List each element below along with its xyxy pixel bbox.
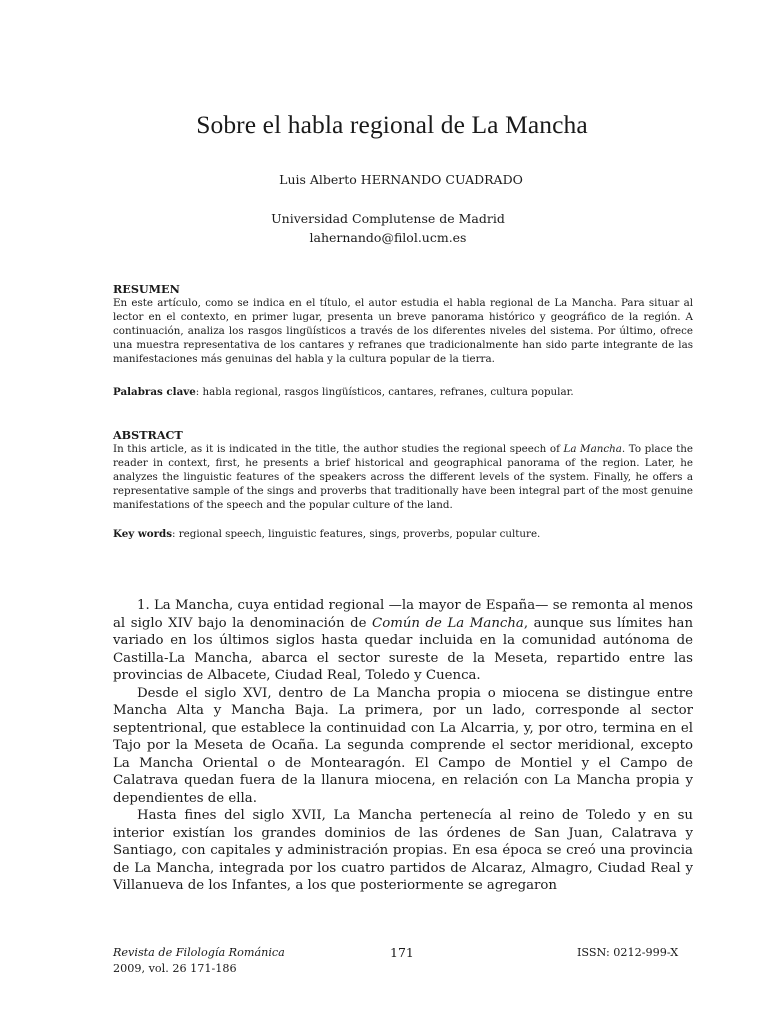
journal-name: Revista de Filología Románica — [113, 946, 285, 959]
author-name: Luis Alberto HERNANDO CUADRADO — [279, 172, 523, 187]
resumen-heading: RESUMEN — [113, 282, 180, 296]
paper-title: Sobre el habla regional de La Mancha — [196, 110, 588, 139]
affiliation-block — [0, 209, 768, 247]
abstract-italic-term: La Mancha — [563, 442, 622, 455]
key-words — [113, 528, 693, 542]
body-paragraph-3: Hasta fines del siglo XVII, La Mancha pertenecía al reino de Toledo y en su interior existían los grandes dominios de las órdenes de San Juan, Calatrava y Santiago, con capitales y administración propias. En esa época se creó una provincia de La Mancha, integrada por los cuatro partidos de Alcaraz, Almagro, Ciudad Real y Villanueva de los Infantes, a los que posteriormente se agregaron — [113, 808, 693, 893]
journal-volume: 2009, vol. 26 171-186 — [113, 961, 237, 975]
page-number: 171 — [390, 945, 414, 960]
affiliation: Universidad Complutense de Madrid — [271, 211, 505, 226]
body-paragraph-1: 1. La Mancha, cuya entidad regional —la mayor de España— se remonta al menos al siglo XIV bajo la denominación de Común de La Mancha, aunque sus límites han variado en los últimos siglos hasta quedar incluida en la comunidad autónoma de Castilla-La Mancha, abarca el sector sureste de la Meseta, repartido entre las provincias de Albacete, Ciudad Real, Toledo y Cuenca. — [113, 598, 694, 683]
abstract-text: In this article, as it is indicated in the title, the author studies the regional speech of La Mancha. To place the reader in context, first, he presents a brief historical and geographical panorama of the region. Later, he analyzes the linguistic features of the speakers across the different levels of the system. Finally, he offers a representative sample of the sings and proverbs that traditionally have been integral part of the most genuine manifestations of the speech and the popular culture of the land. — [113, 442, 694, 511]
palabras-clave — [113, 386, 693, 400]
abstract-heading: ABSTRACT — [113, 428, 183, 442]
body-paragraph-2: Desde el siglo XVI, dentro de La Mancha propia o miocena se distingue entre Mancha Alta y Mancha Baja. La primera, por un lado, corresponde al sector septentrional, que establece la continuidad con La Alcarria, y, por otro, termina en el Tajo por la Meseta de Ocaña. La segunda comprende el sector meridional, excepto La Mancha Oriental o de Montearagón. El Campo de Montiel y el Campo de Calatrava quedan fuera de la llanura miocena, en relación con La Mancha propia y dependientes de ella. — [113, 685, 693, 806]
footer-journal-info — [113, 945, 285, 976]
resumen-section — [113, 283, 693, 366]
resumen-text: En este artículo, como se indica en el título, el autor estudia el habla regional de La Mancha. Para situar al lector en el contexto, en primer lugar, presenta un breve panorama histórico y geográfico de la región. A continuación, analiza los rasgos lingüísticos a través de los diferentes niveles del sistema. Por último, ofrece una muestra representativa de los cantares y refranes que tradicionalmente han sido parte integrante de las manifestaciones más genuinas del habla y la cultura popular de la tierra. — [113, 296, 693, 365]
palabras-clave-label: Palabras clave — [113, 386, 196, 398]
author-email: lahernando@filol.ucm.es — [309, 230, 467, 245]
key-words-label: Key words — [113, 528, 172, 540]
body-italic-term: Común de La Mancha — [372, 615, 524, 631]
body-text — [113, 597, 693, 895]
key-words-text: : regional speech, linguistic features, sings, proverbs, popular culture. — [172, 528, 541, 540]
issn: ISSN: 0212-999-X — [577, 946, 679, 959]
palabras-clave-text: : habla regional, rasgos lingüísticos, cantares, refranes, cultura popular. — [195, 386, 574, 398]
abstract-section — [113, 429, 693, 512]
